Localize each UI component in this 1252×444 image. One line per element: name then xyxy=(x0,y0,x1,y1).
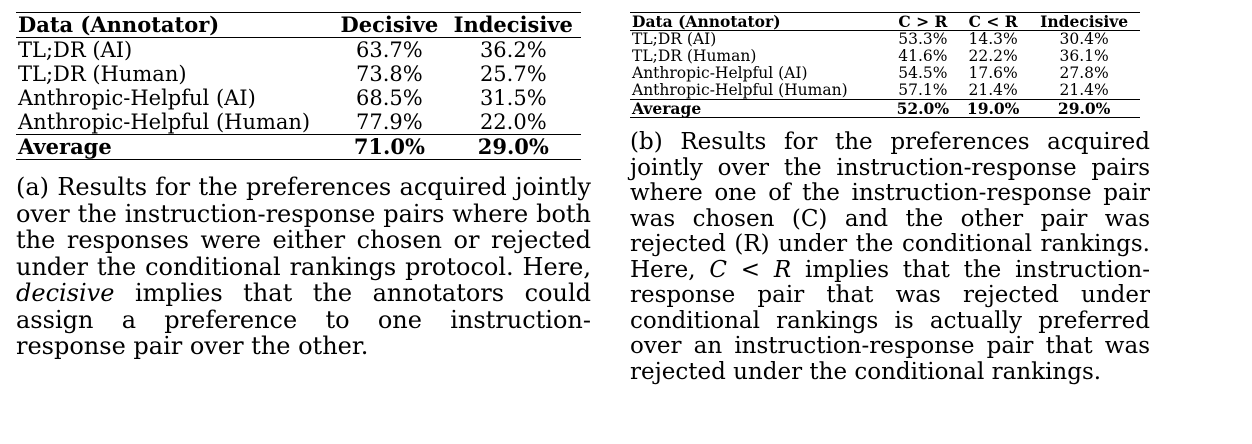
table-a-cell: 68.5% xyxy=(356,86,423,110)
table-a-header-data: Data (Annotator) xyxy=(16,13,333,38)
table-a-header-row xyxy=(16,13,581,38)
table-a-cell: TL;DR (AI) xyxy=(18,38,133,62)
caption-b-emphasis: C < R xyxy=(709,256,792,283)
table-a-cell: 63.7% xyxy=(356,38,423,62)
table-a-cell: 36.2% xyxy=(479,38,547,62)
table-b-header-data: Data (Annotator) xyxy=(630,13,888,31)
table-a-cell: 31.5% xyxy=(479,86,547,110)
panel-a xyxy=(16,12,596,360)
table-b-cell: 36.1% xyxy=(1059,47,1109,65)
table-b-cell: 41.6% xyxy=(898,47,948,65)
caption-b xyxy=(630,130,1150,385)
table-a-cell: 22.0% xyxy=(479,110,547,134)
table-a-average-indecisive: 29.0% xyxy=(446,135,581,160)
table-a-cell: TL;DR (Human) xyxy=(18,62,187,86)
caption-a-text: (a) Results for the preferences acquired jointly over the instruction-response pairs where both the responses were either chosen or rejected under the conditional rankings protocol. Here, xyxy=(16,173,591,281)
table-b-average-indecisive: 29.0% xyxy=(1028,100,1140,118)
table-b-cell: 21.4% xyxy=(1059,81,1109,99)
table-b-cell: 57.1% xyxy=(898,81,948,99)
table-row xyxy=(630,48,1140,65)
table-b-cell: 14.3% xyxy=(968,30,1018,48)
table-a-cell: 25.7% xyxy=(479,62,547,86)
table-b-cell: 22.2% xyxy=(968,47,1018,65)
table-b-average-row xyxy=(630,100,1140,118)
table-b-cell: 30.4% xyxy=(1059,30,1109,48)
table-b-cell: Anthropic-Helpful (AI) xyxy=(632,64,808,82)
table-row xyxy=(630,82,1140,100)
caption-b-text: (b) Results for the preferences acquired jointly over the instruction-response pairs where one of the instruction-response pair was chosen (C) and the other pair was rejected (R) under the conditional rankings. Here, xyxy=(630,129,1150,283)
caption-a xyxy=(16,174,591,360)
table-a-average-label: Average xyxy=(16,135,333,160)
table-a-header-decisive: Decisive xyxy=(333,13,445,38)
table-row xyxy=(630,65,1140,82)
caption-a-emphasis: decisive xyxy=(16,279,115,307)
table-b-cell: 17.6% xyxy=(968,64,1018,82)
results-table-b xyxy=(630,12,1140,118)
table-b-cell: 27.8% xyxy=(1059,64,1109,82)
results-table-a xyxy=(16,12,581,160)
table-b-header-row xyxy=(630,13,1140,31)
table-b-average-c-lt-r: 19.0% xyxy=(958,100,1028,118)
table-row xyxy=(16,38,581,63)
table-b-header-c-lt-r: C < R xyxy=(958,13,1028,31)
table-b-cell: TL;DR (AI) xyxy=(632,30,717,48)
table-b-average-label: Average xyxy=(630,100,888,118)
caption-a-text-rest: implies that the annotators could assign a preference to one instruction-response pair over the other. xyxy=(16,279,591,360)
table-b-cell: 21.4% xyxy=(968,81,1018,99)
table-b-header-indecisive: Indecisive xyxy=(1028,13,1140,31)
table-a-cell: Anthropic-Helpful (Human) xyxy=(18,110,311,134)
panel-b xyxy=(630,12,1150,385)
table-b-cell: 53.3% xyxy=(898,30,948,48)
caption-b-text-rest: implies that the instruction-response pair that was rejected under conditional rankings is actually preferred over an instruction-response pair that was rejected under the conditional rankings. xyxy=(630,256,1151,385)
table-row xyxy=(16,86,581,110)
table-a-header-indecisive: Indecisive xyxy=(446,13,581,38)
table-b-cell: Anthropic-Helpful (Human) xyxy=(632,81,848,99)
table-a-cell: 73.8% xyxy=(356,62,423,86)
table-b-cell: 54.5% xyxy=(898,64,948,82)
table-b-average-c-gt-r: 52.0% xyxy=(888,100,958,118)
table-a-cell: Anthropic-Helpful (AI) xyxy=(18,86,256,110)
table-a-cell: 77.9% xyxy=(356,110,423,134)
table-row xyxy=(16,110,581,135)
table-a-average-decisive: 71.0% xyxy=(333,135,445,160)
table-row xyxy=(630,31,1140,49)
table-b-cell: TL;DR (Human) xyxy=(632,47,757,65)
table-b-header-c-gt-r: C > R xyxy=(888,13,958,31)
table-a-average-row xyxy=(16,135,581,160)
table-row xyxy=(16,62,581,86)
